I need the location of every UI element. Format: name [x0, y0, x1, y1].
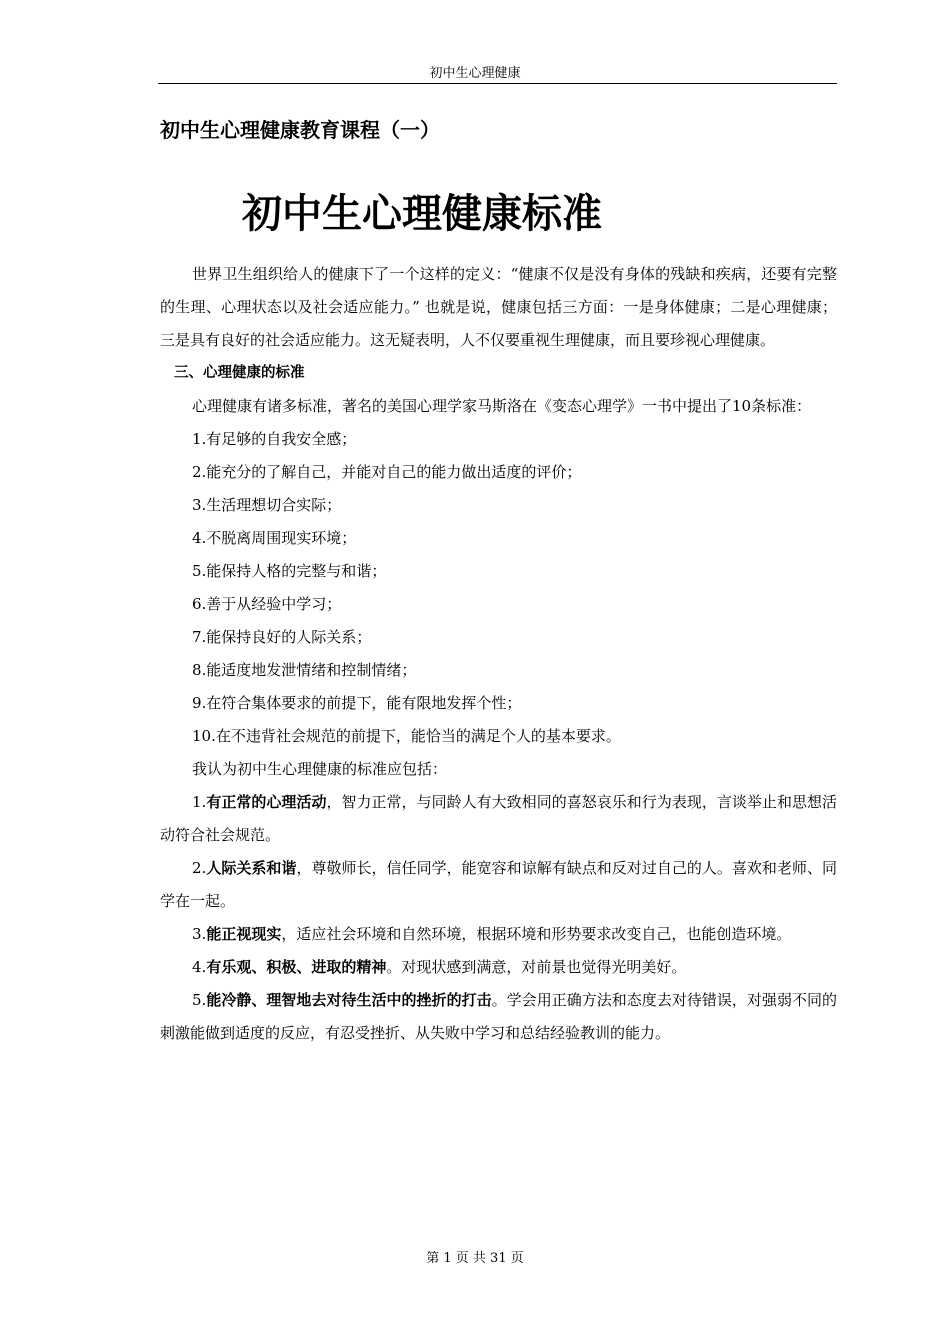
own-standards-list	[160, 786, 837, 1050]
standard-key: 人际关系和谐	[206, 859, 297, 877]
section-heading: 三、心理健康的标准	[174, 365, 305, 381]
list-item: 2.能充分的了解自己，并能对自己的能力做出适度的评价；	[192, 463, 582, 481]
course-title: 初中生心理健康教育课程（一）	[160, 118, 440, 142]
document-body	[160, 258, 837, 1050]
standard-text: ，智力正常，与同龄人有大致相同的喜怒哀乐和行为表现，言谈举止和思想活动符合社会规范。	[160, 793, 837, 844]
standard-number: 1.	[192, 793, 207, 811]
standard-key: 能冷静、理智地去对待生活中的挫折的打击	[206, 991, 492, 1009]
page-footer: 第 1 页 共 31 页	[426, 1251, 524, 1266]
maslow-standards-list	[160, 423, 837, 753]
standard-text: 。对现状感到满意，对前景也觉得光明美好。	[386, 958, 687, 976]
list-item: 1.有足够的自我安全感；	[192, 430, 357, 448]
standard-key: 能正视现实	[206, 925, 282, 943]
standard-item	[160, 984, 837, 1050]
standard-key: 有乐观、积极、进取的精神	[206, 958, 387, 976]
standard-number: 4.	[192, 958, 207, 976]
list-item: 9.在符合集体要求的前提下，能有限地发挥个性；	[192, 694, 522, 712]
list-item: 6.善于从经验中学习；	[192, 595, 342, 613]
list-item: 7.能保持良好的人际关系；	[192, 628, 372, 646]
standard-item	[160, 951, 837, 984]
standard-item	[160, 786, 837, 852]
running-header: 初中生心理健康	[429, 66, 521, 81]
standard-item	[160, 918, 837, 951]
list-item: 10.在不违背社会规范的前提下，能恰当的满足个人的基本要求。	[192, 727, 621, 745]
own-standards-intro: 我认为初中生心理健康的标准应包括：	[192, 760, 448, 778]
standard-number: 5.	[192, 991, 207, 1009]
list-item: 8.能适度地发泄情绪和控制情绪；	[192, 661, 417, 679]
standard-item	[160, 852, 837, 918]
standard-number: 2.	[192, 859, 207, 877]
standard-text: ，尊敬师长，信任同学，能宽容和谅解有缺点和反对过自己的人。喜欢和老师、同学在一起。	[160, 859, 837, 910]
list-item: 3.生活理想切合实际；	[192, 496, 342, 514]
maslow-intro-paragraph: 心理健康有诸多标准，著名的美国心理学家马斯洛在《变态心理学》一书中提出了10条标准：	[192, 397, 812, 415]
standard-key: 有正常的心理活动	[206, 793, 327, 811]
standard-number: 3.	[192, 925, 207, 943]
standard-text: ，适应社会环境和自然环境，根据环境和形势要求改变自己，也能创造环境。	[281, 925, 792, 943]
list-item: 4.不脱离周围现实环境；	[192, 529, 357, 547]
intro-paragraph: 世界卫生组织给人的健康下了一个这样的定义：“健康不仅是没有身体的残缺和疾病，还要有完整的生理、心理状态以及社会适应能力。” 也就是说，健康包括三方面：一是身体健康；二是心理健康；三是具有良好的社会适应能力。这无疑表明，人不仅要重视生理健康，而且要珍视心理健康。	[160, 265, 837, 349]
list-item: 5.能保持人格的完整与和谐；	[192, 562, 387, 580]
standard-text: 。学会用正确方法和态度去对待错误，对强弱不同的刺激能做到适度的反应，有忍受挫折、从失败中学习和总结经验教训的能力。	[160, 991, 837, 1042]
page-title: 初中生心理健康标准	[242, 190, 602, 237]
header-divider	[158, 83, 837, 84]
